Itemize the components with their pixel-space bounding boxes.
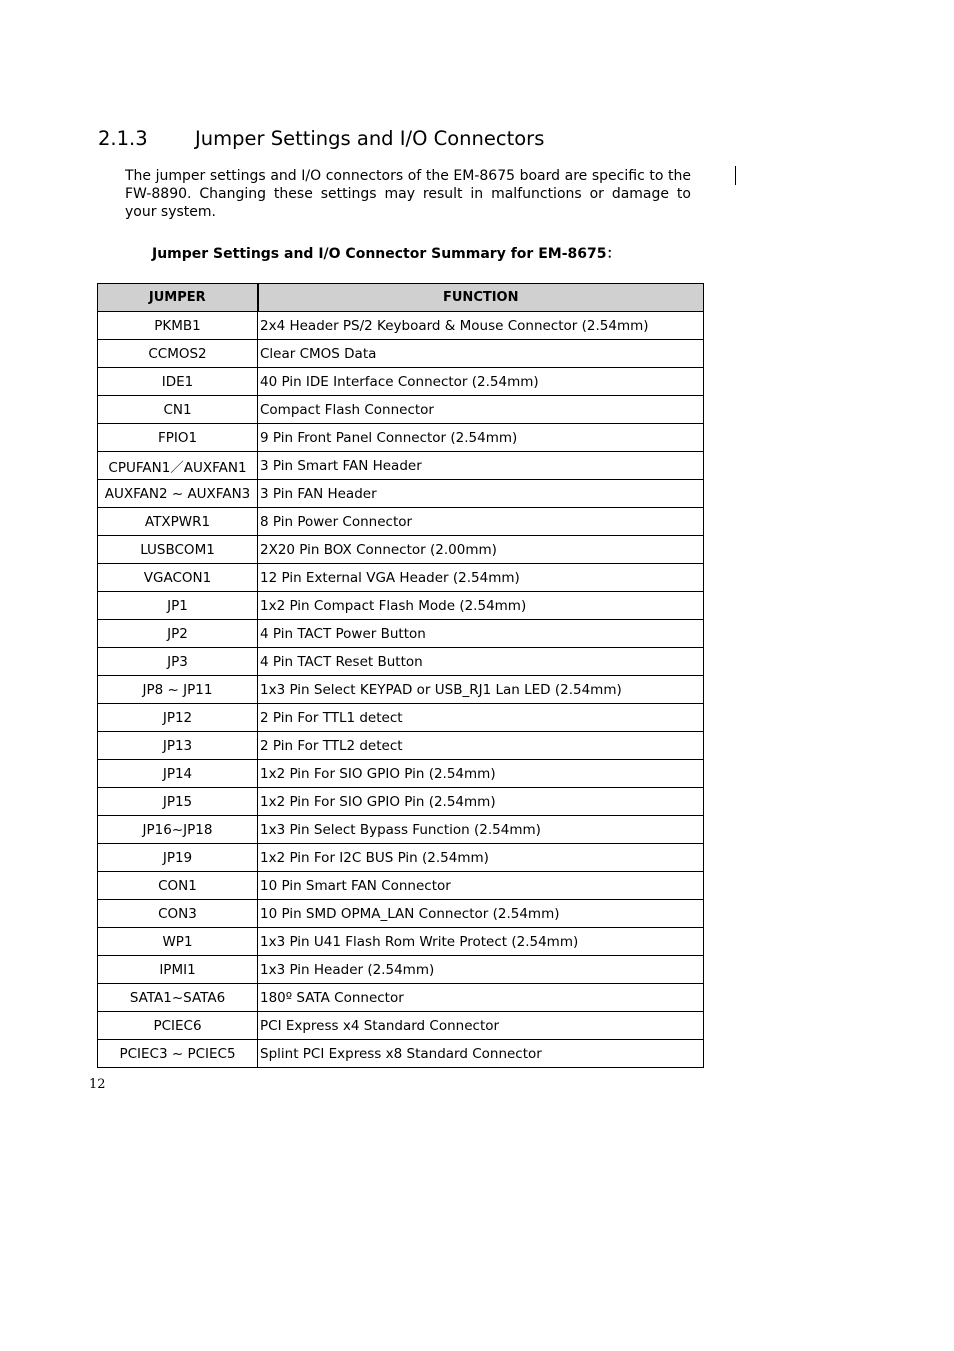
table-row: [98, 956, 704, 984]
jumper-cell: VGACON1: [98, 564, 258, 592]
function-cell: 2 Pin For TTL2 detect: [258, 732, 704, 760]
table-row: [98, 620, 704, 648]
table-row: [98, 928, 704, 956]
function-cell: 10 Pin SMD OPMA_LAN Connector (2.54mm): [258, 900, 704, 928]
function-cell: 1x3 Pin Header (2.54mm): [258, 956, 704, 984]
jumper-cell: CPUFAN1／AUXFAN1: [98, 452, 258, 480]
jumper-cell: JP8 ~ JP11: [98, 676, 258, 704]
function-cell: 1x3 Pin Select Bypass Function (2.54mm): [258, 816, 704, 844]
section-number: 2.1.3: [98, 127, 148, 150]
jumper-cell: CN1: [98, 396, 258, 424]
table-row: [98, 816, 704, 844]
table-row: [98, 760, 704, 788]
table-row: [98, 452, 704, 480]
function-cell: 40 Pin IDE Interface Connector (2.54mm): [258, 368, 704, 396]
function-cell: 4 Pin TACT Reset Button: [258, 648, 704, 676]
column-header-jumper: JUMPER: [98, 284, 258, 312]
jumper-cell: WP1: [98, 928, 258, 956]
table-row: [98, 844, 704, 872]
table-row: [98, 648, 704, 676]
table-row: [98, 480, 704, 508]
jumper-cell: JP15: [98, 788, 258, 816]
function-cell: 12 Pin External VGA Header (2.54mm): [258, 564, 704, 592]
jumper-cell: JP12: [98, 704, 258, 732]
jumper-cell: PKMB1: [98, 312, 258, 340]
column-header-function: FUNCTION: [258, 284, 704, 312]
jumper-cell: JP2: [98, 620, 258, 648]
jumper-cell: PCIEC6: [98, 1012, 258, 1040]
jumper-cell: JP3: [98, 648, 258, 676]
table-row: [98, 984, 704, 1012]
function-cell: 1x2 Pin Compact Flash Mode (2.54mm): [258, 592, 704, 620]
function-cell: 3 Pin Smart FAN Header: [258, 452, 704, 480]
function-cell: PCI Express x4 Standard Connector: [258, 1012, 704, 1040]
jumper-cell: JP13: [98, 732, 258, 760]
jumper-cell: PCIEC3 ~ PCIEC5: [98, 1040, 258, 1068]
jumper-summary-table: [97, 283, 704, 1068]
function-cell: Compact Flash Connector: [258, 396, 704, 424]
table-body: [98, 312, 704, 1068]
jumper-cell: FPIO1: [98, 424, 258, 452]
table-row: [98, 1012, 704, 1040]
jumper-cell: JP1: [98, 592, 258, 620]
table-row: [98, 536, 704, 564]
jumper-cell: LUSBCOM1: [98, 536, 258, 564]
jumper-cell: JP14: [98, 760, 258, 788]
revision-change-bar: [735, 166, 736, 185]
table-row: [98, 732, 704, 760]
function-cell: Splint PCI Express x8 Standard Connector: [258, 1040, 704, 1068]
table-row: [98, 508, 704, 536]
page-number: 12: [89, 1077, 106, 1092]
function-cell: 10 Pin Smart FAN Connector: [258, 872, 704, 900]
table-row: [98, 704, 704, 732]
table-row: [98, 676, 704, 704]
function-cell: 1x2 Pin For SIO GPIO Pin (2.54mm): [258, 760, 704, 788]
jumper-cell: CON1: [98, 872, 258, 900]
table-row: [98, 788, 704, 816]
function-cell: 1x2 Pin For SIO GPIO Pin (2.54mm): [258, 788, 704, 816]
table-row: [98, 368, 704, 396]
section-heading: [98, 126, 544, 152]
jumper-cell: SATA1~SATA6: [98, 984, 258, 1012]
table-header-row: [98, 284, 704, 312]
function-cell: 1x3 Pin U41 Flash Rom Write Protect (2.54mm): [258, 928, 704, 956]
function-cell: 2X20 Pin BOX Connector (2.00mm): [258, 536, 704, 564]
table-row: [98, 1040, 704, 1068]
function-cell: 4 Pin TACT Power Button: [258, 620, 704, 648]
function-cell: 2x4 Header PS/2 Keyboard & Mouse Connector (2.54mm): [258, 312, 704, 340]
function-cell: 9 Pin Front Panel Connector (2.54mm): [258, 424, 704, 452]
table-row: [98, 312, 704, 340]
function-cell: 2 Pin For TTL1 detect: [258, 704, 704, 732]
jumper-cell: JP16~JP18: [98, 816, 258, 844]
jumper-cell: ATXPWR1: [98, 508, 258, 536]
jumper-cell: IPMI1: [98, 956, 258, 984]
jumper-cell: CCMOS2: [98, 340, 258, 368]
function-cell: Clear CMOS Data: [258, 340, 704, 368]
table-row: [98, 900, 704, 928]
table-row: [98, 564, 704, 592]
jumper-cell: JP19: [98, 844, 258, 872]
intro-paragraph: The jumper settings and I/O connectors of the EM-8675 board are specific to the FW-8890. Changing these settings may result in malfunctions or damage to your system.: [125, 168, 691, 220]
table-row: [98, 396, 704, 424]
function-cell: 3 Pin FAN Header: [258, 480, 704, 508]
function-cell: 1x3 Pin Select KEYPAD or USB_RJ1 Lan LED (2.54mm): [258, 676, 704, 704]
table-row: [98, 872, 704, 900]
section-title: Jumper Settings and I/O Connectors: [195, 127, 545, 150]
table-caption: Jumper Settings and I/O Connector Summary for EM-8675：: [152, 246, 621, 262]
jumper-cell: CON3: [98, 900, 258, 928]
table-row: [98, 424, 704, 452]
function-cell: 1x2 Pin For I2C BUS Pin (2.54mm): [258, 844, 704, 872]
table-row: [98, 592, 704, 620]
table-row: [98, 340, 704, 368]
jumper-cell: AUXFAN2 ~ AUXFAN3: [98, 480, 258, 508]
function-cell: 180º SATA Connector: [258, 984, 704, 1012]
function-cell: 8 Pin Power Connector: [258, 508, 704, 536]
jumper-cell: IDE1: [98, 368, 258, 396]
